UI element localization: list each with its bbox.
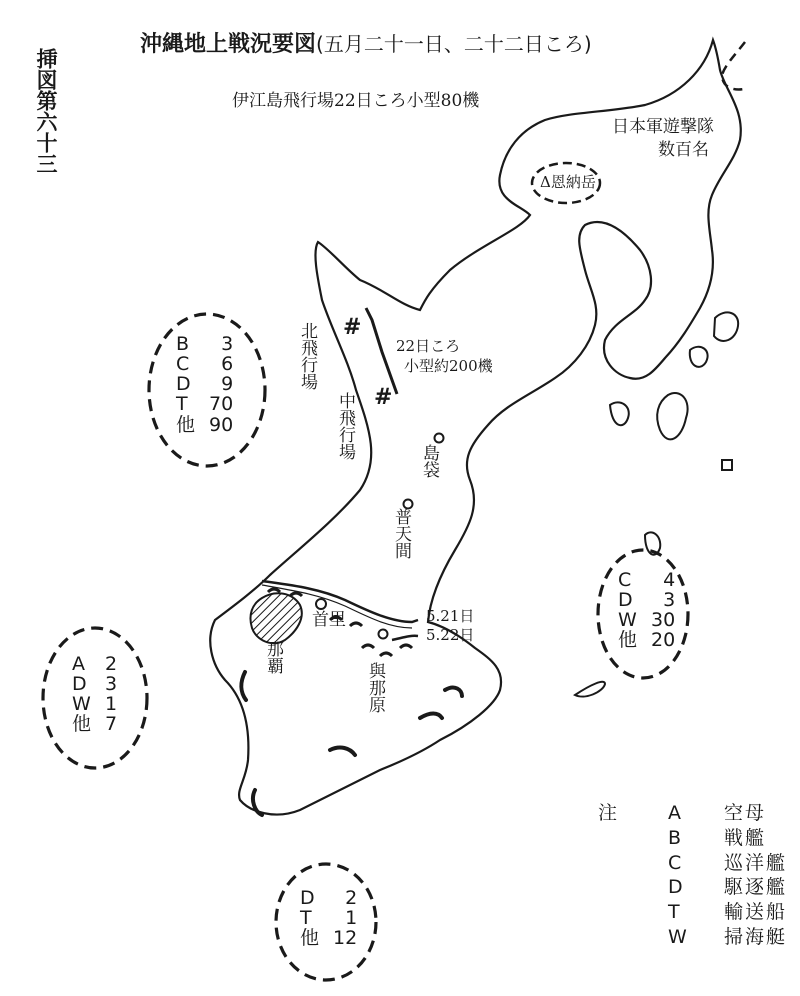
fleet-count: 3: [105, 673, 118, 696]
fleet-count: 4: [663, 569, 676, 591]
landing-arcs: [241, 672, 462, 815]
map-title-sub: (五月二十一日、二十二日ころ): [316, 32, 592, 56]
fleet-code: 他: [300, 927, 320, 950]
fleet-count: 7: [105, 713, 118, 736]
label-shuri: 首里: [312, 610, 346, 630]
fleet-count: 1: [105, 693, 118, 716]
fleet-code: T: [176, 393, 188, 416]
island-small-2: [690, 347, 708, 367]
fleet-west-south: [72, 654, 117, 735]
island-small-7: [575, 682, 605, 697]
fleet-south: [300, 888, 357, 948]
legend: [636, 802, 787, 949]
legend-code: D: [668, 876, 683, 899]
legend-name: 空母: [724, 802, 767, 824]
fleet-code: W: [72, 693, 91, 716]
fleet-west-north: [176, 334, 233, 435]
label-kita-airfield: 北飛行場: [297, 322, 317, 390]
island-small-4: [610, 402, 629, 425]
fleet-count: 12: [333, 927, 358, 950]
fleet-code: W: [618, 609, 637, 632]
fleet-count: 70: [209, 393, 234, 416]
shuri-marker: [316, 599, 326, 609]
fleet-code: D: [176, 373, 191, 396]
fleet-code: 他: [176, 413, 196, 436]
fleet-code: D: [618, 589, 633, 612]
map-title: [140, 34, 592, 56]
shimabukuro-marker: [435, 434, 444, 443]
fleet-code: 他: [72, 713, 92, 736]
label-date-1: 5.21日: [426, 607, 475, 625]
fleet-count: 6: [221, 353, 234, 376]
legend-name: 駆逐艦: [724, 876, 788, 899]
fleet-count: 3: [221, 333, 234, 355]
fleet-code: 他: [618, 629, 638, 652]
legend-code: W: [668, 925, 687, 948]
fleet-code: B: [176, 333, 190, 355]
label-date-2: 5.22日: [426, 626, 475, 644]
fleet-count: 2: [105, 653, 118, 675]
label-ie-airfield: 伊江島飛行場22日ころ小型80機: [232, 91, 480, 111]
label-naka-airfield: 中飛行場: [335, 392, 355, 460]
naha-area: [250, 593, 301, 643]
label-airfield-note-1: 22日ころ: [396, 337, 461, 355]
side-caption: 挿図第六十三: [34, 48, 59, 174]
fleet-count: 9: [221, 373, 234, 396]
north-cape: [722, 42, 748, 89]
legend-code: A: [668, 802, 681, 824]
fleet-code: C: [618, 569, 632, 591]
legend-note-label: 注: [598, 802, 618, 824]
label-airfield-note-2: 小型約200機: [404, 357, 493, 375]
legend-code: C: [668, 851, 682, 874]
map-title-main: 沖縄地上戦況要図: [140, 32, 317, 57]
fleet-count: 2: [345, 887, 358, 909]
label-naha: 那覇: [263, 640, 283, 674]
legend-name: 巡洋艦: [724, 851, 788, 874]
fleet-code: C: [176, 353, 190, 376]
yonabaru-marker: [379, 630, 388, 639]
label-mount: Δ恩納岳: [540, 173, 596, 191]
fleet-count: 30: [651, 609, 676, 632]
fleet-count: 1: [345, 907, 358, 930]
label-shimabukuro: 島袋: [419, 444, 439, 478]
fleet-count: 90: [209, 413, 234, 436]
legend-name: 掃海艇: [724, 925, 788, 948]
legend-code: B: [668, 826, 682, 849]
fleet-count: 20: [651, 629, 676, 652]
fleet-code: T: [300, 907, 312, 930]
label-yonabaru: 與那原: [365, 662, 385, 713]
fleet-code: D: [300, 887, 315, 909]
airfield-symbol-2: #: [374, 384, 393, 410]
label-japanese-unit-2: 数百名: [658, 140, 709, 160]
island-small-1: [714, 312, 738, 341]
island-small-3: [657, 393, 687, 439]
airfield-strip: [366, 308, 397, 394]
label-japanese-unit: 日本軍遊撃隊: [612, 117, 714, 137]
fleet-east: [618, 570, 675, 651]
label-futenma: 普天間: [391, 508, 411, 559]
fleet-code: A: [72, 653, 85, 675]
legend-name: 戦艦: [724, 826, 767, 849]
legend-name: 輸送船: [724, 901, 788, 924]
fleet-code: D: [72, 673, 87, 696]
island-small-5: [722, 460, 732, 470]
legend-code: T: [668, 901, 680, 924]
front-line-5-22: [392, 636, 418, 640]
airfield-symbol-1: #: [343, 314, 362, 340]
fleet-count: 3: [663, 589, 676, 612]
